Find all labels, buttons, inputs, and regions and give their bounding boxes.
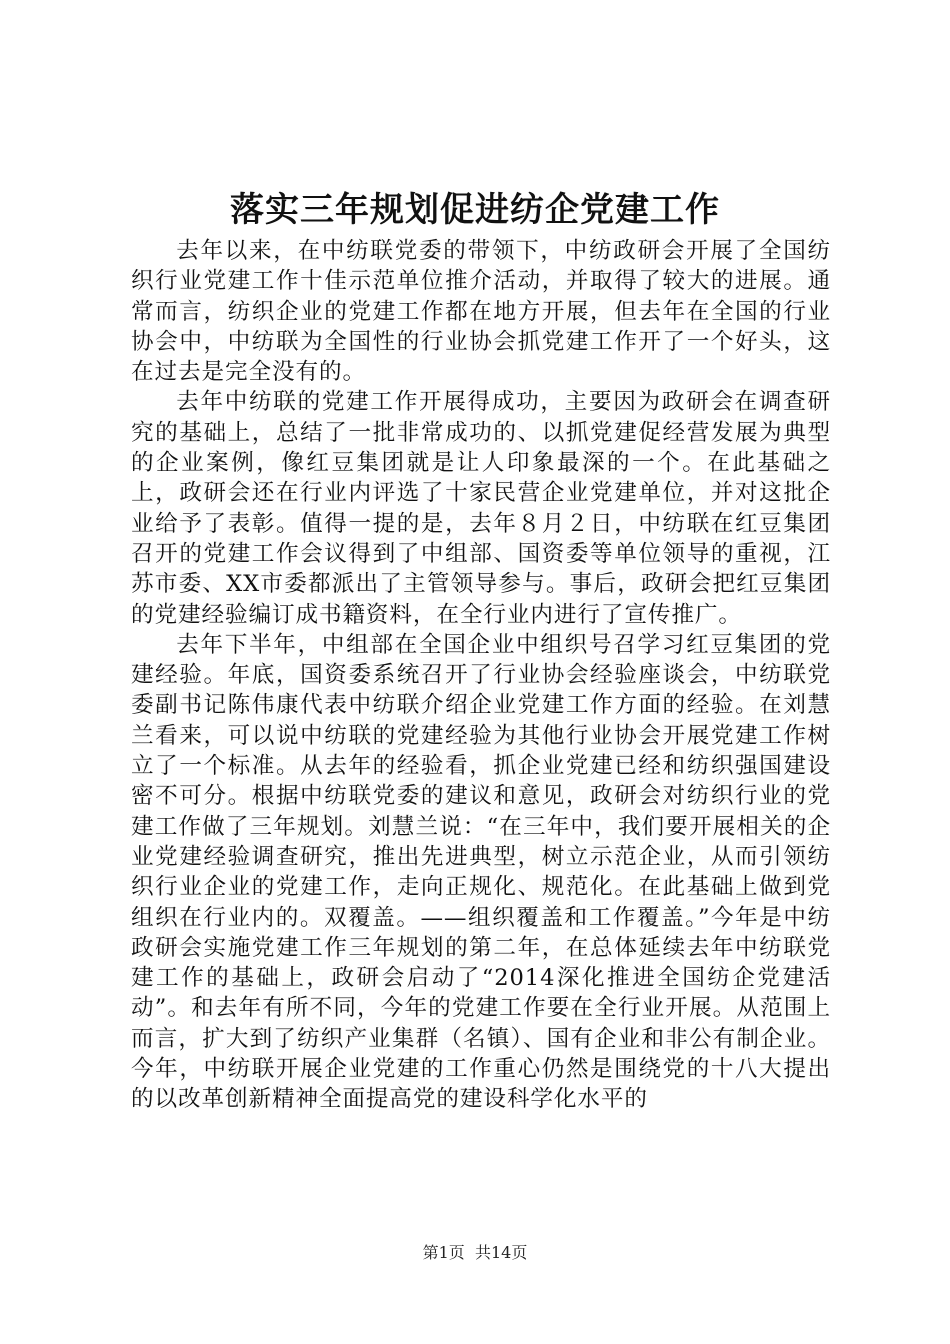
document-title: 落实三年规划促进纺企党建工作 — [230, 190, 720, 230]
paragraph-2: 去年中纺联的党建工作开展得成功，主要因为政研会在调查研究的基础上，总结了一批非常成功的、以抓党建促经营发展为典型的企业案例，像红豆集团就是让人印象最深的一个。在此基础之上，政研会还在行业内评选了十家民营企业党建单位，并对这批企业给予了表彰。值得一提的是，去年８月２日，中纺联在红豆集团召开的党建工作会议得到了中组部、国资委等单位领导的重视，江苏市委、XX市委都派出了主管领导参与。事后，政研会把红豆集团的党建经验编订成书籍资料，在全行业内进行了宣传推广。 — [131, 389, 831, 628]
page-total: 共14页 — [474, 1243, 528, 1262]
document-body — [131, 236, 831, 1115]
page-footer — [0, 1242, 950, 1264]
page-number: 第1页 — [422, 1243, 465, 1262]
paragraph-3: 去年下半年，中组部在全国企业中组织号召学习红豆集团的党建经验。年底，国资委系统召开了行业协会经验座谈会，中纺联党委副书记陈伟康代表中纺联介绍企业党建工作方面的经验。在刘慧兰看来，可以说中纺联的党建经验为其他行业协会开展党建工作树立了一个标准。从去年的经验看，抓企业党建已经和纺织强国建设密不可分。根据中纺联党委的建议和意见，政研会对纺织行业的党建工作做了三年规划。刘慧兰说：“在三年中，我们要开展相关的企业党建经验调查研究，推出先进典型，树立示范企业，从而引领纺织行业企业的党建工作，走向正规化、规范化。在此基础上做到党组织在行业内的。双覆盖。——组织覆盖和工作覆盖。”今年是中纺政研会实施党建工作三年规划的第二年，在总体延续去年中纺联党建工作的基础上，政研会启动了“2014深化推进全国纺企党建活动”。和去年有所不同，今年的党建工作要在全行业开展。从范围上而言，扩大到了纺织产业集群（名镇）、国有企业和非公有制企业。今年，中纺联开展企业党建的工作重心仍然是围绕党的十八大提出的以改革创新精神全面提高党的建设科学化水平的 — [131, 631, 831, 1113]
paragraph-1: 去年以来，在中纺联党委的带领下，中纺政研会开展了全国纺织行业党建工作十佳示范单位推介活动，并取得了较大的进展。通常而言，纺织企业的党建工作都在地方开展，但去年在全国的行业协会中，中纺联为全国性的行业协会抓党建工作开了一个好头，这在过去是完全没有的。 — [131, 238, 831, 386]
